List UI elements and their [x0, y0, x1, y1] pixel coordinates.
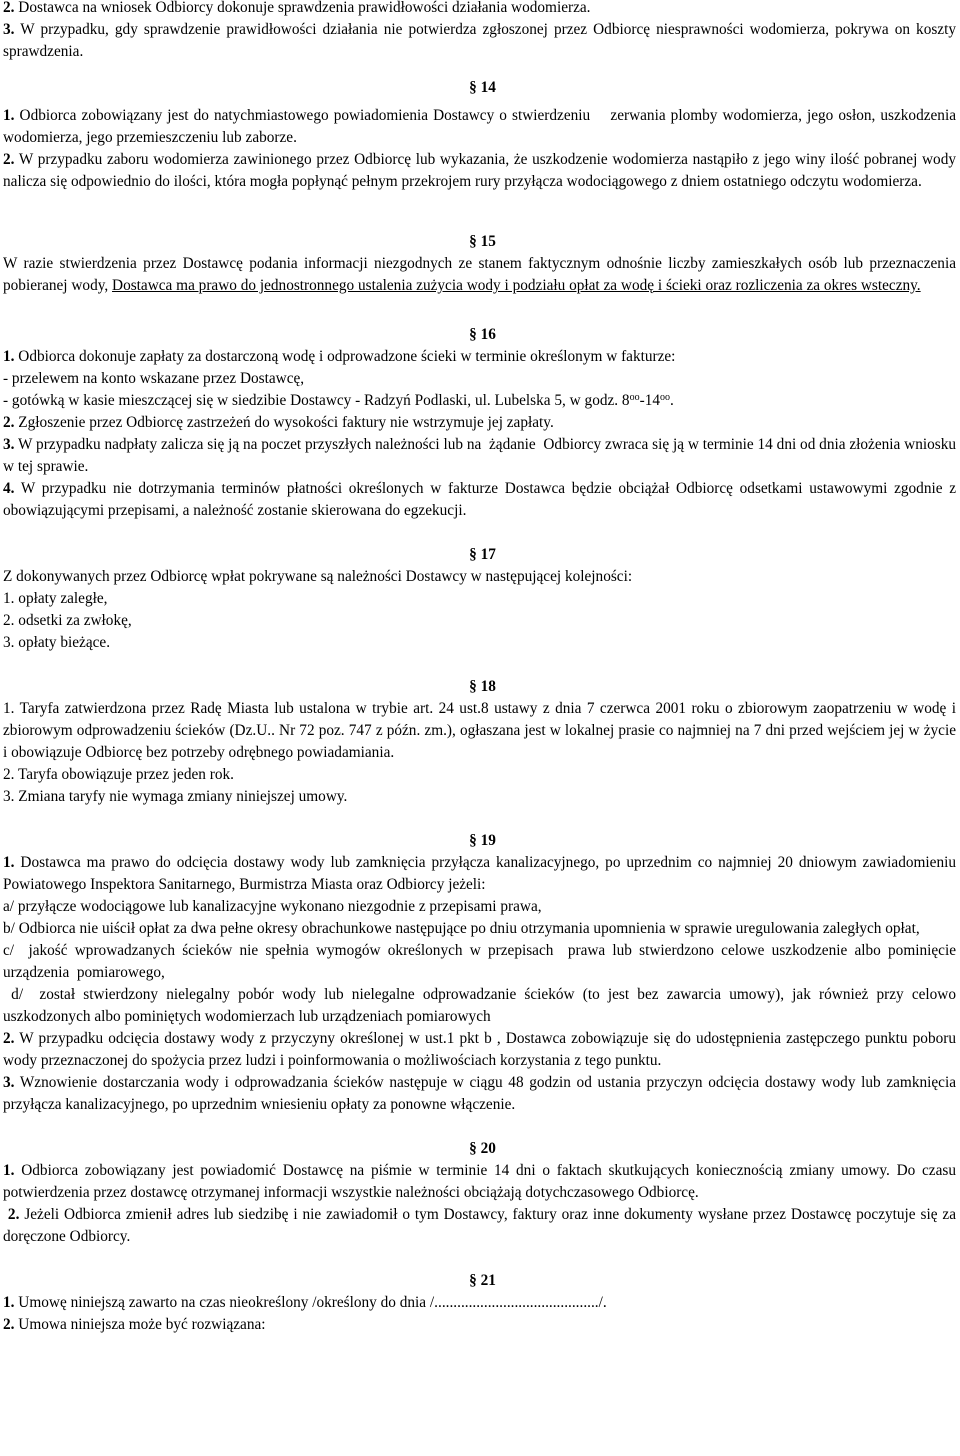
s17-intro: Z dokonywanych przez Odbiorcę wpłat pokrywane są należności Dostawcy w następującej kolejności: [3, 568, 633, 585]
paragraph-text: Odbiorca zobowiązany jest do natychmiastowego powiadomienia Dostawcy o stwierdzeniu zerwania plomby wodomierza, jego osłon, uszkodzenia wodomierza, jego przemieszczeniu lub zaborze. [3, 107, 960, 146]
paragraph-number: 1. [3, 348, 15, 365]
s15-paragraph [3, 253, 956, 297]
s19-item-d: d/ został stwierdzony nielegalny pobór wody lub nielegalne odprowadzanie ścieków (to jest bez zawarcia umowy), jak również przy celowo uszkodzonych albo pominiętych wodomierzach lub urządzeniach pomiarowych [3, 986, 960, 1025]
s19-paragraph-3 [3, 1072, 956, 1116]
list-item: 2. odsetki za zwłokę, [3, 612, 132, 629]
paragraph-text: Dostawca na wniosek Odbiorcy dokonuje sprawdzenia prawidłowości działania wodomierza. [14, 0, 591, 16]
paragraph-number: 1. [3, 107, 15, 124]
paragraph-number: 2. [3, 1030, 15, 1047]
paragraph-text: W przypadku nadpłaty zalicza się ją na poczet przyszłych należności lub na żądanie Odbiorcy zwraca się ją w terminie 14 dni od dnia złożenia wniosku w tej sprawie. [3, 436, 960, 475]
paragraph-text: Wznowienie dostarczania wody i odprowadzania ścieków następuje w ciągu 48 godzin od ustania przyczyn odcięcia dostawy wody lub zamknięcia przyłącza kanalizacyjnego, po uprzednim wniesieniu opłaty za ponowne włączenie. [3, 1074, 956, 1113]
paragraph-number: 2. [3, 1206, 20, 1223]
paragraph-text: Odbiorca dokonuje zapłaty za dostarczoną wodę i odprowadzone ścieki w terminie określonym w fakturze: [14, 348, 676, 365]
section-heading-19: § 19 [469, 832, 496, 849]
section-heading-21: § 21 [469, 1272, 496, 1289]
s21-paragraph-2 [3, 1314, 956, 1336]
s19-item-b: b/ Odbiorca nie uiścił opłat za dwa pełne okresy obrachunkowe następujące po dniu otrzymania upomnienia w sprawie uregulowania zaległych opłat, [3, 920, 920, 937]
paragraph-number: 3. [3, 436, 15, 453]
paragraph-number: 4. [3, 480, 15, 497]
s16-paragraph-2 [3, 412, 956, 434]
paragraph-text: W przypadku zaboru wodomierza zawinionego przez Odbiorcę lub wykazania, że uszkodzenie wodomierza nastąpiło z jego winy ilość pobranej wody nalicza się odpowiednio do ilości, która mogła popłynąć pełnym przekrojem rury przyłącza wodociągowego z dniem ostatniego odczytu wodomierza. [3, 151, 956, 190]
paragraph-number: 1. [3, 1162, 15, 1179]
s14-paragraph-1 [3, 105, 960, 149]
paragraph-text: W razie stwierdzenia przez Dostawcę podania informacji niezgodnych ze stanem faktycznym odnośnie liczby zamieszkałych osób lub przeznaczenia pobieranej wody, [3, 255, 956, 294]
s14-paragraph-2 [3, 149, 956, 193]
paragraph-number: 3. [3, 21, 15, 38]
paragraph-text: Odbiorca zobowiązany jest powiadomić Dostawcę na piśmie w terminie 14 dni o faktach skutkujących koniecznością zmiany umowy. Do czasu potwierdzenia przez dostawcę otrzymanej informacji wszystkie należności obciążają dotychczasowego Odbiorcę. [3, 1162, 956, 1201]
s19-item-a: a/ przyłącze wodociągowe lub kanalizacyjne wykonano niezgodnie z przepisami prawa, [3, 898, 542, 915]
paragraph-intro-2 [3, 0, 956, 19]
paragraph-text: - gotówką w kasie mieszczącej się w siedzibie Dostawcy - Radzyń Podlaski, ul. Lubelska 5, w godz. 8 [3, 392, 630, 409]
s18-paragraph-2: 2. Taryfa obowiązuje przez jeden rok. [3, 766, 234, 783]
s16-paragraph-1 [3, 346, 956, 368]
s21-paragraph-1 [3, 1292, 956, 1314]
superscript: oo [660, 392, 670, 403]
document-page [3, 0, 960, 1336]
section-heading-14: § 14 [469, 79, 496, 96]
section-heading-17: § 17 [469, 546, 496, 563]
superscript: oo [629, 392, 640, 403]
list-item: 1. opłaty zaległe, [3, 590, 108, 607]
paragraph-text: Jeżeli Odbiorca zmienił adres lub siedzibę i nie zawiadomił o tym Dostawcy, faktury oraz inne dokumenty wysłane przez Dostawcę poczytuje się za doręczone Odbiorcy. [3, 1206, 956, 1245]
paragraph-number: 1. [3, 1294, 15, 1311]
paragraph-text: Umowę niniejszą zawarto na czas nieokreślony /określony do dnia /.........................................../. [14, 1294, 607, 1311]
paragraph-number: 3. [3, 1074, 15, 1091]
s20-paragraph-2 [3, 1204, 956, 1248]
s19-paragraph-1 [3, 852, 956, 896]
section-heading-20: § 20 [469, 1140, 496, 1157]
s16-paragraph-3 [3, 434, 960, 478]
s20-paragraph-1 [3, 1160, 956, 1204]
s19-paragraph-2 [3, 1028, 956, 1072]
paragraph-text: Umowa niniejsza może być rozwiązana: [14, 1316, 266, 1333]
section-heading-16: § 16 [469, 326, 496, 343]
paragraph-number: 2. [3, 1316, 15, 1333]
paragraph-text: . [670, 392, 674, 409]
s19-item-c: c/ jakość wprowadzanych ścieków nie spełnia wymogów określonych w przepisach prawa lub stwierdzono celowe uszkodzenie albo pominięcie urządzenia pomiarowego, [3, 942, 960, 981]
section-heading-18: § 18 [469, 678, 496, 695]
s18-paragraph-3: 3. Zmiana taryfy nie wymaga zmiany niniejszej umowy. [3, 788, 348, 805]
paragraph-text: -14 [639, 392, 660, 409]
s18-paragraph-1: 1. Taryfa zatwierdzona przez Radę Miasta lub ustalona w trybie art. 24 ust.8 ustawy z dnia 7 czerwca 2001 roku o zbiorowym zaopatrzeniu w wodę i zbiorowym odprowadzeniu ścieków (Dz.U.. Nr 72 poz. 747 z późn. zm.), ogłaszana jest w lokalnej prasie co najmniej na 7 dni przed wejściem jej w życie i obowiązuje Odbiorcę bez potrzeby odrębnego powiadamiania. [3, 700, 956, 761]
underlined-text: Dostawca ma prawo do jednostronnego ustalenia zużycia wody i podziału opłat za wodę i ścieki oraz rozliczenia za okres wsteczny. [112, 277, 921, 294]
s16-payment-cash [3, 390, 956, 412]
paragraph-text: Zgłoszenie przez Odbiorcę zastrzeżeń do wysokości faktury nie wstrzymuje jej zapłaty. [14, 414, 554, 431]
s16-paragraph-4 [3, 478, 956, 522]
s16-payment-transfer: - przelewem na konto wskazane przez Dostawcę, [3, 370, 305, 387]
paragraph-text: W przypadku nie dotrzymania terminów płatności określonych w fakturze Dostawca będzie obciążał Odbiorcę odsetkami ustawowymi zgodnie z obowiązującymi przepisami, a należność zostanie skierowana do egzekucji. [3, 480, 956, 519]
paragraph-text: W przypadku, gdy sprawdzenie prawidłowości działania nie potwierdza zgłoszonej przez Odbiorcę niesprawności wodomierza, pokrywa on koszty sprawdzenia. [3, 21, 956, 60]
paragraph-number: 2. [3, 151, 15, 168]
paragraph-text: Dostawca ma prawo do odcięcia dostawy wody lub zamknięcia przyłącza kanalizacyjnego, po uprzednim co najmniej 20 dniowym zawiadomieniu Powiatowego Inspektora Sanitarnego, Burmistrza Miasta oraz Odbiorcy jeżeli: [3, 854, 956, 893]
section-heading-15: § 15 [469, 233, 496, 250]
paragraph-number: 1. [3, 854, 15, 871]
paragraph-number: 2. [3, 0, 15, 16]
list-item: 3. opłaty bieżące. [3, 634, 111, 651]
paragraph-number: 2. [3, 414, 15, 431]
paragraph-text: W przypadku odcięcia dostawy wody z przyczyny określonej w ust.1 pkt b , Dostawca zobowiązuje się do udostępnienia zastępczego punktu poboru wody przeznaczonej do spożycia przez ludzi i poinformowania o możliwościach korzystania z tego punktu. [3, 1030, 956, 1069]
paragraph-intro-3 [3, 19, 956, 63]
